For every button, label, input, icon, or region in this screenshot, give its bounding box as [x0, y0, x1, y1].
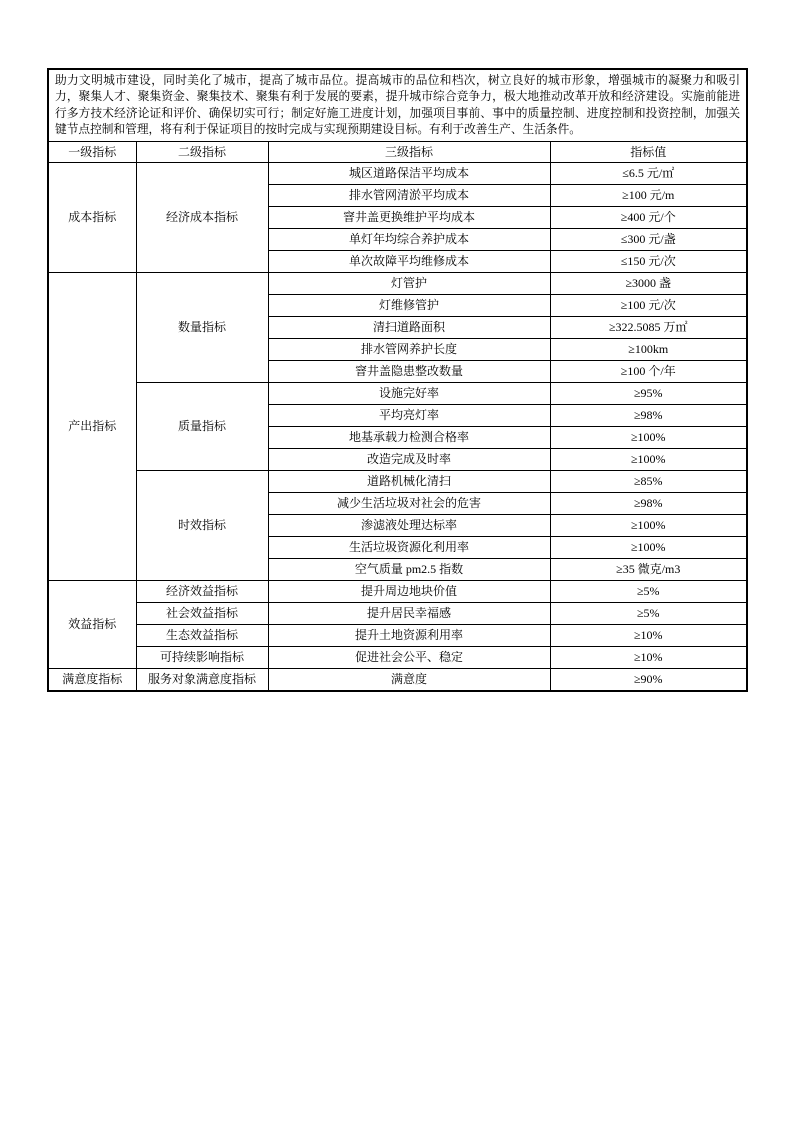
indicator-cell: 灯维修管护 — [268, 295, 550, 317]
header-level3: 三级指标 — [268, 142, 550, 163]
indicator-cell: 单灯年均综合养护成本 — [268, 229, 550, 251]
level2-cell: 经济成本指标 — [136, 163, 268, 273]
value-cell: ≥98% — [550, 493, 747, 515]
table-row — [48, 581, 747, 603]
intro-row — [48, 69, 747, 142]
value-cell: ≥5% — [550, 603, 747, 625]
level2-cell: 经济效益指标 — [136, 581, 268, 603]
value-cell: ≥400 元/个 — [550, 207, 747, 229]
indicator-cell: 窨井盖隐患整改数量 — [268, 361, 550, 383]
indicator-cell: 清扫道路面积 — [268, 317, 550, 339]
value-cell: ≥35 微克/m3 — [550, 559, 747, 581]
table-row — [48, 163, 747, 185]
indicator-cell: 城区道路保洁平均成本 — [268, 163, 550, 185]
value-cell: ≥90% — [550, 669, 747, 692]
value-cell: ≤300 元/盏 — [550, 229, 747, 251]
indicator-cell: 提升土地资源利用率 — [268, 625, 550, 647]
value-cell: ≥100 元/m — [550, 185, 747, 207]
table-row — [48, 669, 747, 692]
table-header-row — [48, 142, 747, 163]
level1-cell: 满意度指标 — [48, 669, 136, 692]
level2-cell: 服务对象满意度指标 — [136, 669, 268, 692]
value-cell: ≥322.5085 万㎡ — [550, 317, 747, 339]
indicator-cell: 排水管网养护长度 — [268, 339, 550, 361]
level2-cell: 时效指标 — [136, 471, 268, 581]
indicator-cell: 提升居民幸福感 — [268, 603, 550, 625]
level2-cell: 可持续影响指标 — [136, 647, 268, 669]
indicator-cell: 改造完成及时率 — [268, 449, 550, 471]
value-cell: ≥100km — [550, 339, 747, 361]
header-level2: 二级指标 — [136, 142, 268, 163]
value-cell: ≥100% — [550, 515, 747, 537]
intro-paragraph: 助力文明城市建设，同时美化了城市，提高了城市品位。提高城市的品位和档次，树立良好的城市形象，增强城市的凝聚力和吸引力，聚集人才、聚集资金、聚集技术、聚集有利于发展的要素，提升城市综合竞争力，极大地推动改革开放和经济建设。实施前能进行多方技术经济论证和评价、确保切实可行；制定好施工进度计划，加强项目事前、事中的质量控制、进度控制和投资控制，加强关键节点控制和管理，将有利于保证项目的按时完成与实现预期建设目标。有利于改善生产、生活条件。 — [48, 69, 747, 142]
indicator-cell: 排水管网清淤平均成本 — [268, 185, 550, 207]
value-cell: ≥100 个/年 — [550, 361, 747, 383]
level1-cell: 效益指标 — [48, 581, 136, 669]
value-cell: ≥95% — [550, 383, 747, 405]
indicator-table-body — [48, 69, 747, 691]
header-level1: 一级指标 — [48, 142, 136, 163]
indicator-cell: 减少生活垃圾对社会的危害 — [268, 493, 550, 515]
value-cell: ≥98% — [550, 405, 747, 427]
level1-cell: 成本指标 — [48, 163, 136, 273]
level2-cell: 数量指标 — [136, 273, 268, 383]
header-value: 指标值 — [550, 142, 747, 163]
value-cell: ≥85% — [550, 471, 747, 493]
value-cell: ≤6.5 元/㎡ — [550, 163, 747, 185]
value-cell: ≥100 元/次 — [550, 295, 747, 317]
value-cell: ≥3000 盏 — [550, 273, 747, 295]
value-cell: ≥100% — [550, 537, 747, 559]
indicator-cell: 满意度 — [268, 669, 550, 692]
value-cell: ≥10% — [550, 647, 747, 669]
indicator-cell: 平均亮灯率 — [268, 405, 550, 427]
indicator-cell: 生活垃圾资源化利用率 — [268, 537, 550, 559]
value-cell: ≥100% — [550, 449, 747, 471]
indicator-cell: 地基承载力检测合格率 — [268, 427, 550, 449]
indicator-table — [47, 68, 748, 692]
indicator-cell: 设施完好率 — [268, 383, 550, 405]
value-cell: ≤150 元/次 — [550, 251, 747, 273]
value-cell: ≥100% — [550, 427, 747, 449]
table-row — [48, 625, 747, 647]
table-row — [48, 471, 747, 493]
level1-cell: 产出指标 — [48, 273, 136, 581]
table-row — [48, 647, 747, 669]
table-row — [48, 273, 747, 295]
indicator-cell: 灯管护 — [268, 273, 550, 295]
value-cell: ≥5% — [550, 581, 747, 603]
indicator-cell: 道路机械化清扫 — [268, 471, 550, 493]
indicator-cell: 渗滤液处理达标率 — [268, 515, 550, 537]
document-page — [47, 68, 746, 692]
table-row — [48, 603, 747, 625]
indicator-cell: 提升周边地块价值 — [268, 581, 550, 603]
indicator-cell: 空气质量 pm2.5 指数 — [268, 559, 550, 581]
level2-cell: 质量指标 — [136, 383, 268, 471]
indicator-cell: 促进社会公平、稳定 — [268, 647, 550, 669]
indicator-cell: 窨井盖更换维护平均成本 — [268, 207, 550, 229]
indicator-cell: 单次故障平均维修成本 — [268, 251, 550, 273]
level2-cell: 社会效益指标 — [136, 603, 268, 625]
level2-cell: 生态效益指标 — [136, 625, 268, 647]
table-row — [48, 383, 747, 405]
value-cell: ≥10% — [550, 625, 747, 647]
